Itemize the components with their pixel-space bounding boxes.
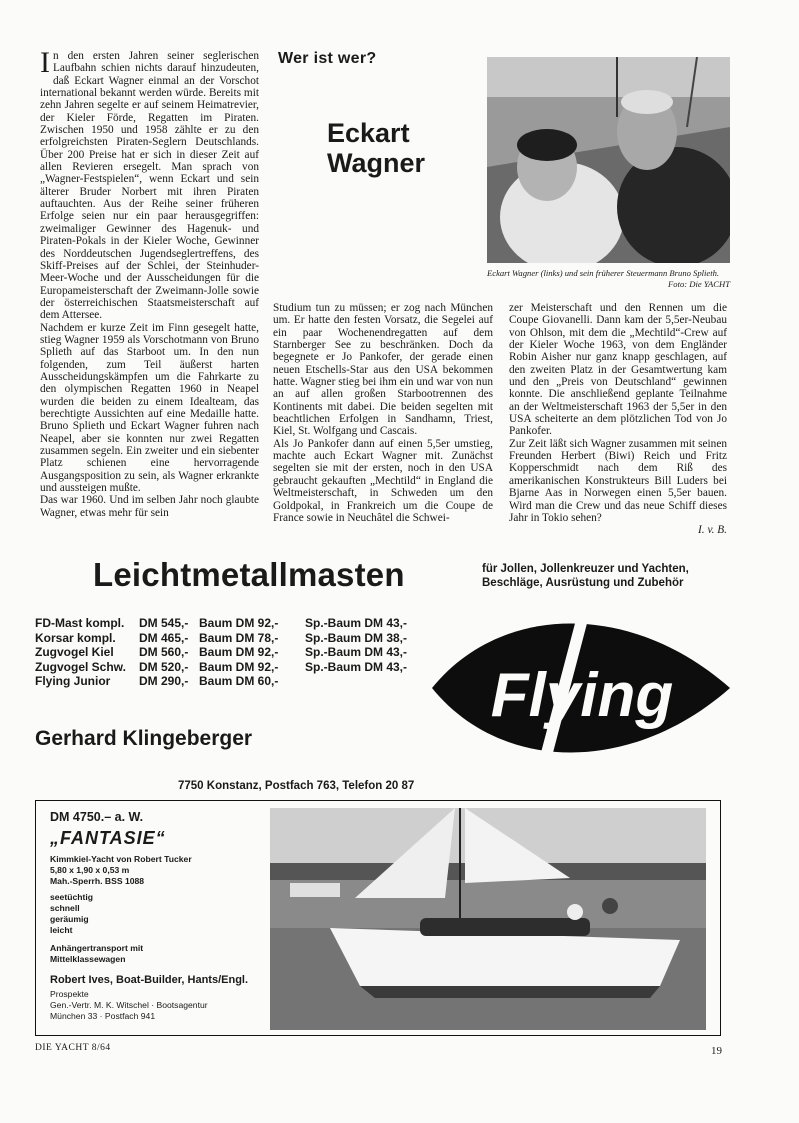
- price-cell: FD-Mast kompl.: [35, 616, 125, 630]
- price-cell: Sp.-Baum DM 38,-: [305, 630, 408, 645]
- footer-magazine: DIE YACHT 8/64: [35, 1043, 111, 1053]
- photo-illustration: [487, 57, 730, 263]
- ad-address: 7750 Konstanz, Postfach 763, Telefon 20 87: [178, 780, 415, 792]
- price-row: [35, 660, 425, 675]
- price-cell: Baum DM 92,-: [199, 616, 279, 630]
- article-paragraph: Als Jo Pankofer dann auf einen 5,5er umstieg, machte auch Eckart Wagner mit. Zunächst segelten sie mit der ersten, noch in den USA gebraucht gekauften „Mechtild“ in England die Weltmeisterschaft, in Schweden um den Goldpokal, in Frankreich um die Coupe de France sowie in Neuchâtel die Schwei-: [273, 437, 493, 524]
- price-row: [35, 616, 425, 631]
- company-name: Gerhard Klingeberger: [35, 727, 253, 750]
- price-cell: Baum DM 78,-: [199, 630, 279, 645]
- price-row: [35, 674, 425, 689]
- flying-logo-graphic: [430, 612, 732, 764]
- ad-tagline: für Jollen, Jollenkreuzer und Yachten, Beschläge, Ausrüstung und Zubehör: [482, 563, 689, 589]
- boat-photo: [270, 808, 706, 1030]
- article-column-3: [509, 302, 727, 537]
- price-cell: Baum DM 92,-: [199, 659, 279, 674]
- price-cell: Sp.-Baum DM 43,-: [305, 645, 408, 660]
- ad-headline: Leichtmetallmasten: [93, 556, 405, 593]
- article-paragraph: Studium tun zu müssen; er zog nach München um. Er hatte den festen Vorsatz, die Segelei auf ein paar Wochenendregatten auf dem Starnberger See zu beschränken. Doch da begegnete er Jo Pankofer, der gerade einen neuen Etschells-Star aus den USA bekommen hatte. Wagner stieg bei ihm ein und war von nun an auf allen großen Starbootrennen des Kontinents mit dabei. Die beiden segelten mit beachtlichen Erfolgen in Sandhamn, Triest, Kiel, St. Wolfgang und Cascais.: [273, 302, 493, 438]
- price-cell: Baum DM 60,-: [199, 674, 279, 689]
- article-title: Eckart Wagner: [327, 118, 426, 178]
- price-cell: Zugvogel Schw.: [35, 659, 126, 674]
- price-cell: [305, 674, 425, 689]
- portrait-photo: [487, 57, 730, 263]
- photo-credit: Foto: Die YACHT: [668, 278, 730, 289]
- article-column-2: [273, 302, 493, 524]
- article-column-1: [40, 46, 259, 519]
- boat-illustration: [270, 808, 706, 1030]
- fantasie-name: „FANTASIE“: [50, 828, 166, 848]
- price-cell: Zugvogel Kiel: [35, 645, 114, 660]
- fantasie-text: DM 4750.– a. W. „FANTASIE“ Kimmkiel-Yacht von Robert Tucker 5,80 x 1,90 x 0,53 m Mah.-Sperrh. BSS 1088 seetüchtig schnell geräumig leicht Anhängertransport mit Mittelklassewagen Robert Ives, Boat-Builder, Hants/Engl. Prospekte Gen.-Vertr. M. K. Witschel · Bootsagentur München 33 · Postfach 941: [50, 810, 265, 1022]
- fantasie-price: DM 4750.– a. W.: [50, 810, 144, 824]
- price-cell: Sp.-Baum DM 43,-: [305, 659, 408, 674]
- price-cell: DM 290,-: [139, 674, 189, 689]
- price-cell: Sp.-Baum DM 43,-: [305, 616, 408, 630]
- article-paragraph: Zur Zeit läßt sich Wagner zusammen mit seinen Freunden Herbert (Biwi) Reich und Fritz Kopperschmidt nach dem Riß des amerikanischen Konstrukteurs Bill Luders bei Bjarne Aas in Norwegen einen 5,5er bauen. Wird man die Crew und das neue Schiff dieses Jahr in Tokio sehen?: [509, 437, 727, 524]
- price-cell: DM 520,-: [139, 659, 189, 674]
- flying-logo: [430, 612, 732, 764]
- builder-name: Robert Ives, Boat-Builder, Hants/Engl.: [50, 974, 249, 987]
- price-cell: DM 545,-: [139, 616, 189, 630]
- price-cell: DM 465,-: [139, 630, 189, 645]
- price-table: [35, 616, 425, 689]
- price-cell: Korsar kompl.: [35, 630, 116, 645]
- photo-caption: Eckart Wagner (links) und sein früherer Steuermann Bruno Splieth. Foto: Die YACHT: [487, 268, 730, 289]
- price-row: [35, 645, 425, 660]
- price-cell: Flying Junior: [35, 674, 111, 689]
- price-cell: DM 560,-: [139, 645, 189, 660]
- section-label: Wer ist wer?: [278, 50, 377, 67]
- price-row: [35, 631, 425, 646]
- signature: I. v. B.: [698, 524, 727, 537]
- article-paragraph: Das war 1960. Und im selben Jahr noch glaubte Wagner, etwas mehr für sein: [40, 494, 259, 519]
- article-paragraph: Nachdem er kurze Zeit im Finn gesegelt hatte, stieg Wagner 1959 als Vorschotmann von Bruno Splieth auf das Starboot um. In den nun folgenden, zum Teil äußerst harten Ausscheidungskämpfen um die Fahrkarte zu den olympischen Regatten 1960 in Neapel wurden die beiden zu einem Idealteam, das berechtigte Aussichten auf eine Medaille hatte. Bruno Splieth und Eckart Wagner fuhren nach Neapel, aber sie konnten nur zwei Regatten zusammen segeln. Ein zweiter und ein siebenter Platz schienen eine hervorragende Ausgangsposition zu sein, als Wagner erkrankte und aussteigen mußte.: [40, 321, 259, 495]
- drop-cap: I: [40, 46, 50, 79]
- article-paragraph: zer Meisterschaft und den Rennen um die Coupe Giovanelli. Dann kam der 5,5er-Neubau von Ohlson, mit dem die „Mechtild“-Crew auf der Kieler Woche 1963, von dem Engländer Robin Aisher nur ganz knapp geschlagen, auf den zweiten Platz in der Gesamtwertung kam und den „Preis von Deutschland“ gewinnen konnte. Die anschließend geplante Teilnahme an der Weltmeisterschaft 1963 der 5,5er in den USA scheiterte an dem plötzlichen Tod von Jo Pankofer.: [509, 302, 727, 438]
- article-paragraph: In den ersten Jahren seiner seglerischen Laufbahn schien nichts darauf hinzudeuten, daß Eckart Wagner einmal an der Vorschot international bekannt werden würde. Bereits mit zehn Jahren segelte er auf seinem Heimatrevier, der Kieler Förde, Regatten im Piraten. Zwischen 1950 und 1958 zählte er zu den erfolgreichsten Piraten-Seglern Deutschlands. Über 200 Preise hat er sich in dieser Zeit auf allen Revieren ersegelt. Man sprach von „Wagner-Festspielen“, wenn Eckart und sein älterer Bruder Norbert mit ihren Piraten auftauchten. Aus der Reihe seiner früheren Erfolge seien nur ein paar herausgegriffen: zweimaliger Gewinner des Hagenuk- und Piraten-Pokals in der Kieler Woche, Gewinner des Norddeutschen Jugendseglertreffens, des Skiff-Preises auf der Schlei, der Steinhuder-Meer-Woche und der Ausscheidungen für die Europameisterschaft der Zweimann-Jolle sowie der österreichischen Staatsmeisterschaft auf dem Attersee.: [40, 46, 259, 322]
- price-cell: Baum DM 92,-: [199, 645, 279, 660]
- logo-text: Flying: [490, 661, 674, 730]
- page-number: 19: [711, 1045, 722, 1057]
